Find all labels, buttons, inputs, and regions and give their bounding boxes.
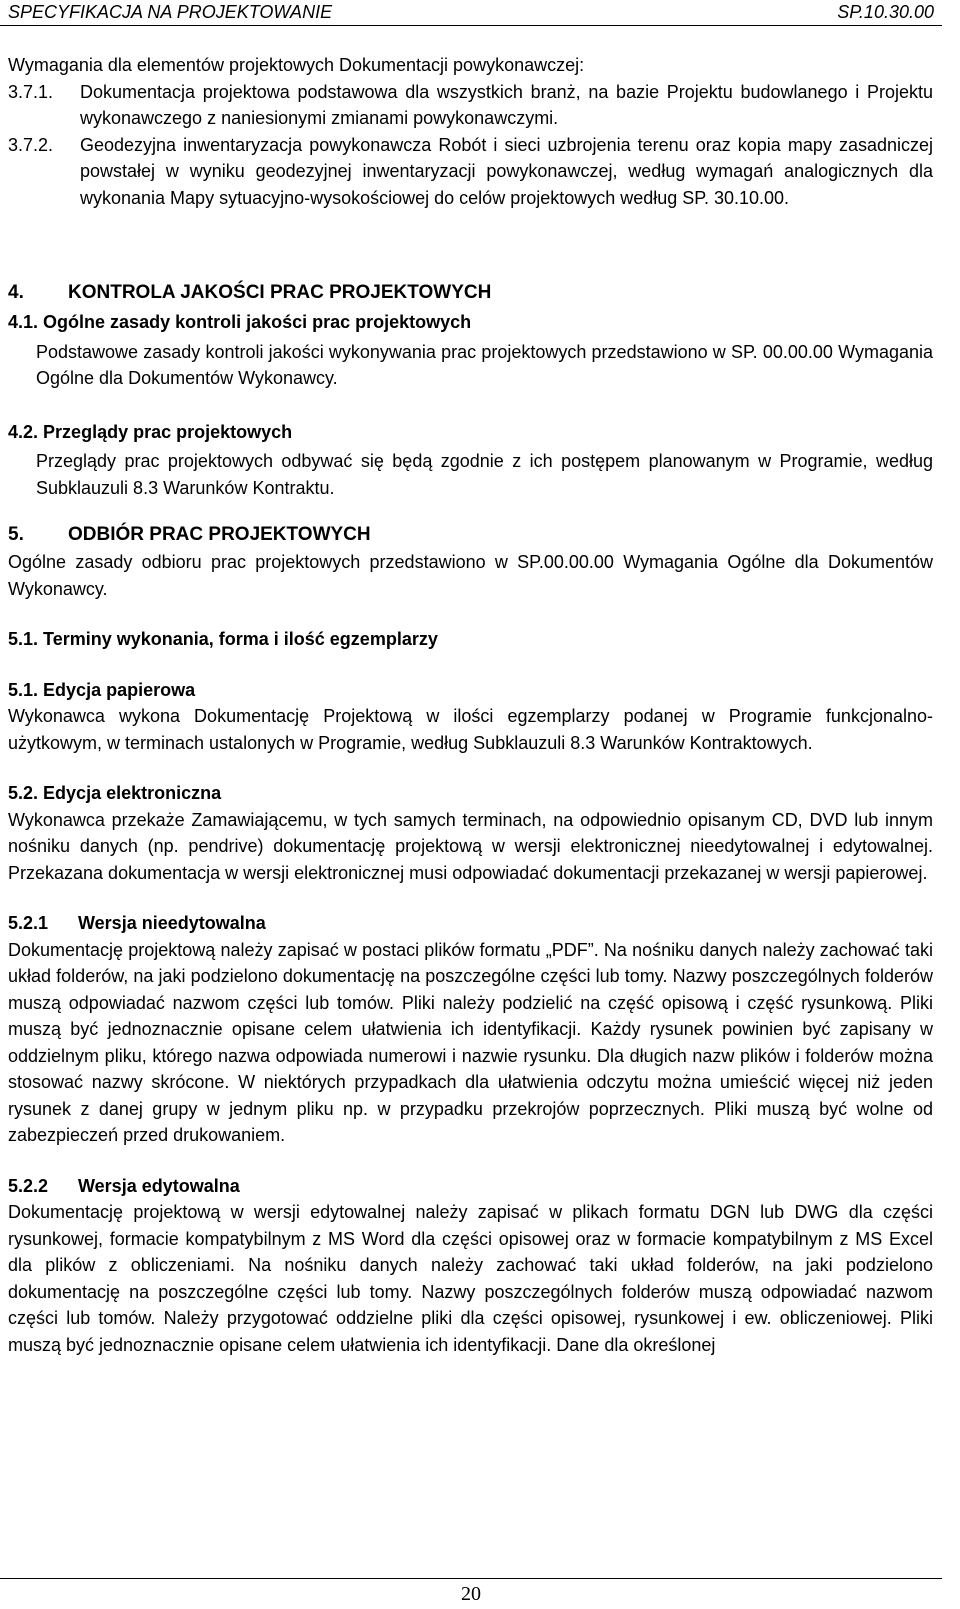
paragraph-4-1: Podstawowe zasady kontroli jakości wykonywania prac projektowych przedstawiono w SP. 00.00.00 Wymagania Ogólne dla Dokumentów Wykonawcy. xyxy=(36,341,933,388)
subsection-number: 5.1. xyxy=(8,679,39,700)
subsection-heading-5-2-1 xyxy=(8,910,933,937)
list-item xyxy=(8,79,933,132)
section-number: 4. xyxy=(8,282,24,303)
section-number: 5. xyxy=(8,524,24,545)
subsection-heading-5-2-2 xyxy=(8,1173,933,1200)
paragraph-5-1: Wykonawca wykona Dokumentację Projektową w ilości egzemplarzy podanej w Programie funkcjonalno-użytkowym, w terminach ustalonych w Programie, według Subklauzuli 8.3 Warunków Kontraktowych. xyxy=(8,706,933,753)
subsection-heading-5-1 xyxy=(8,626,933,653)
page-footer xyxy=(0,1578,942,1609)
subsection-number: 5.2.2 xyxy=(8,1175,49,1196)
subsection-heading-4-2 xyxy=(8,419,933,446)
document-body xyxy=(8,52,933,1358)
paragraph-5: Ogólne zasady odbioru prac projektowych przedstawiono w SP.00.00.00 Wymagania Ogólne dla Dokumentów Wykonawcy. xyxy=(8,552,933,599)
paragraph-5-2: Wykonawca przekaże Zamawiającemu, w tych samych terminach, na odpowiednio opisanym CD, DVD lub innym nośniku danych (np. pendrive) dokumentację projektową w wersji elektronicznej nieedytowalnej i edytowalnej. Przekazana dokumentacja w wersji elektronicznej musi odpowiadać dokumentacji przekazanej w wersji papierowej. xyxy=(8,809,933,883)
page-number: 20 xyxy=(461,1583,481,1605)
subsection-title: Edycja elektroniczna xyxy=(43,783,222,803)
subsection-title: Wersja nieedytowalna xyxy=(78,913,266,933)
page-header xyxy=(0,0,942,26)
subsection-number: 5.1. xyxy=(8,629,39,649)
subsection-title: Edycja papierowa xyxy=(43,679,196,700)
subsection-title: Ogólne zasady kontroli jakości prac projektowych xyxy=(43,312,472,332)
header-title: SPECYFIKACJA NA PROJEKTOWANIE xyxy=(8,2,333,22)
subsection-number: 5.2.1 xyxy=(8,913,49,933)
list-item-text: Dokumentacja projektowa podstawowa dla wszystkich branż, na bazie Projektu budowlanego i Projektu wykonawczego z naniesionymi zmianami powykonawczymi. xyxy=(80,81,933,128)
intro-paragraph: Wymagania dla elementów projektowych Dokumentacji powykonawczej: xyxy=(8,55,585,75)
subsection-title: Przeglądy prac projektowych xyxy=(43,421,293,442)
header-code: SP.10.30.00 xyxy=(837,2,934,22)
list-item-number: 3.7.2. xyxy=(8,134,54,155)
paragraph-5-2-1: Dokumentację projektową należy zapisać w postaci plików formatu „PDF”. Na nośniku danych należy zachować taki układ folderów, na jaki podzielono dokumentację na poszczególne części lub tomy. Nazwy poszczególnych folderów muszą odpowiadać nazwom części lub tomów. Pliki należy podzielić na część opisową i część rysunkową. Pliki muszą być jednoznacznie opisane celem ułatwienia ich identyfikacji. Każdy rysunek powinien być zapisany w oddzielnym pliku, którego nazwa odpowiada numerowi i nazwie rysunku. Dla długich nazw plików i folderów można stosować nazwy skrócone. W niektórych przypadkach dla ułatwienia odczytu można umieścić więcej niż jeden rysunek z danej grupy w jednym pliku np. w przypadku przekrojów poprzecznych. Pliki muszą być wolne od zabezpieczeń przed drukowaniem. xyxy=(8,939,933,1145)
subsection-number: 4.2. xyxy=(8,421,39,442)
subsection-title: Wersja edytowalna xyxy=(78,1175,240,1196)
list-item-number: 3.7.1. xyxy=(8,81,54,102)
section-title: ODBIÓR PRAC PROJEKTOWYCH xyxy=(68,524,371,545)
subsection-number: 4.1. xyxy=(8,312,39,332)
subsection-number: 5.2. xyxy=(8,783,39,803)
section-title: KONTROLA JAKOŚCI PRAC PROJEKTOWYCH xyxy=(68,282,492,303)
section-heading-5 xyxy=(8,521,933,549)
paragraph-4-2: Przeglądy prac projektowych odbywać się będą zgodnie z ich postępem planowanym w Programie, według Subklauzuli 8.3 Warunków Kontraktu. xyxy=(36,451,933,498)
section-heading-4 xyxy=(8,279,933,307)
subsection-heading-5-2 xyxy=(8,780,933,807)
paragraph-5-2-2: Dokumentację projektową w wersji edytowalnej należy zapisać w plikach formatu DGN lub DWG dla części rysunkowej, formacie kompatybilnym z MS Word dla części opisowej oraz w formacie kompatybilnym z MS Excel dla plików z obliczeniami. Na nośniku danych należy zachować taki układ folderów, na jaki podzielono dokumentację na poszczególne części lub tomy. Nazwy poszczególnych folderów muszą odpowiadać nazwom części lub tomów. Należy przygotować oddzielne pliki dla części opisowej, rysunkowej i ew. obliczeniowej. Pliki muszą być jednoznacznie opisane celem ułatwienia ich identyfikacji. Dane dla określonej xyxy=(8,1202,933,1355)
subsection-heading-4-1 xyxy=(8,309,933,336)
list-item xyxy=(8,132,933,212)
subsection-heading-5-1-edition xyxy=(8,677,933,704)
subsection-title: Terminy wykonania, forma i ilość egzemplarzy xyxy=(43,629,438,649)
list-item-text: Geodezyjna inwentaryzacja powykonawcza Robót i sieci uzbrojenia terenu oraz kopia mapy zasadniczej powstałej w wyniku geodezyjnej inwentaryzacji powykonawczej, według wymagań analogicznych dla wykonania Mapy sytuacyjno-wysokościowej do celów projektowych według SP. 30.10.00. xyxy=(80,134,933,208)
